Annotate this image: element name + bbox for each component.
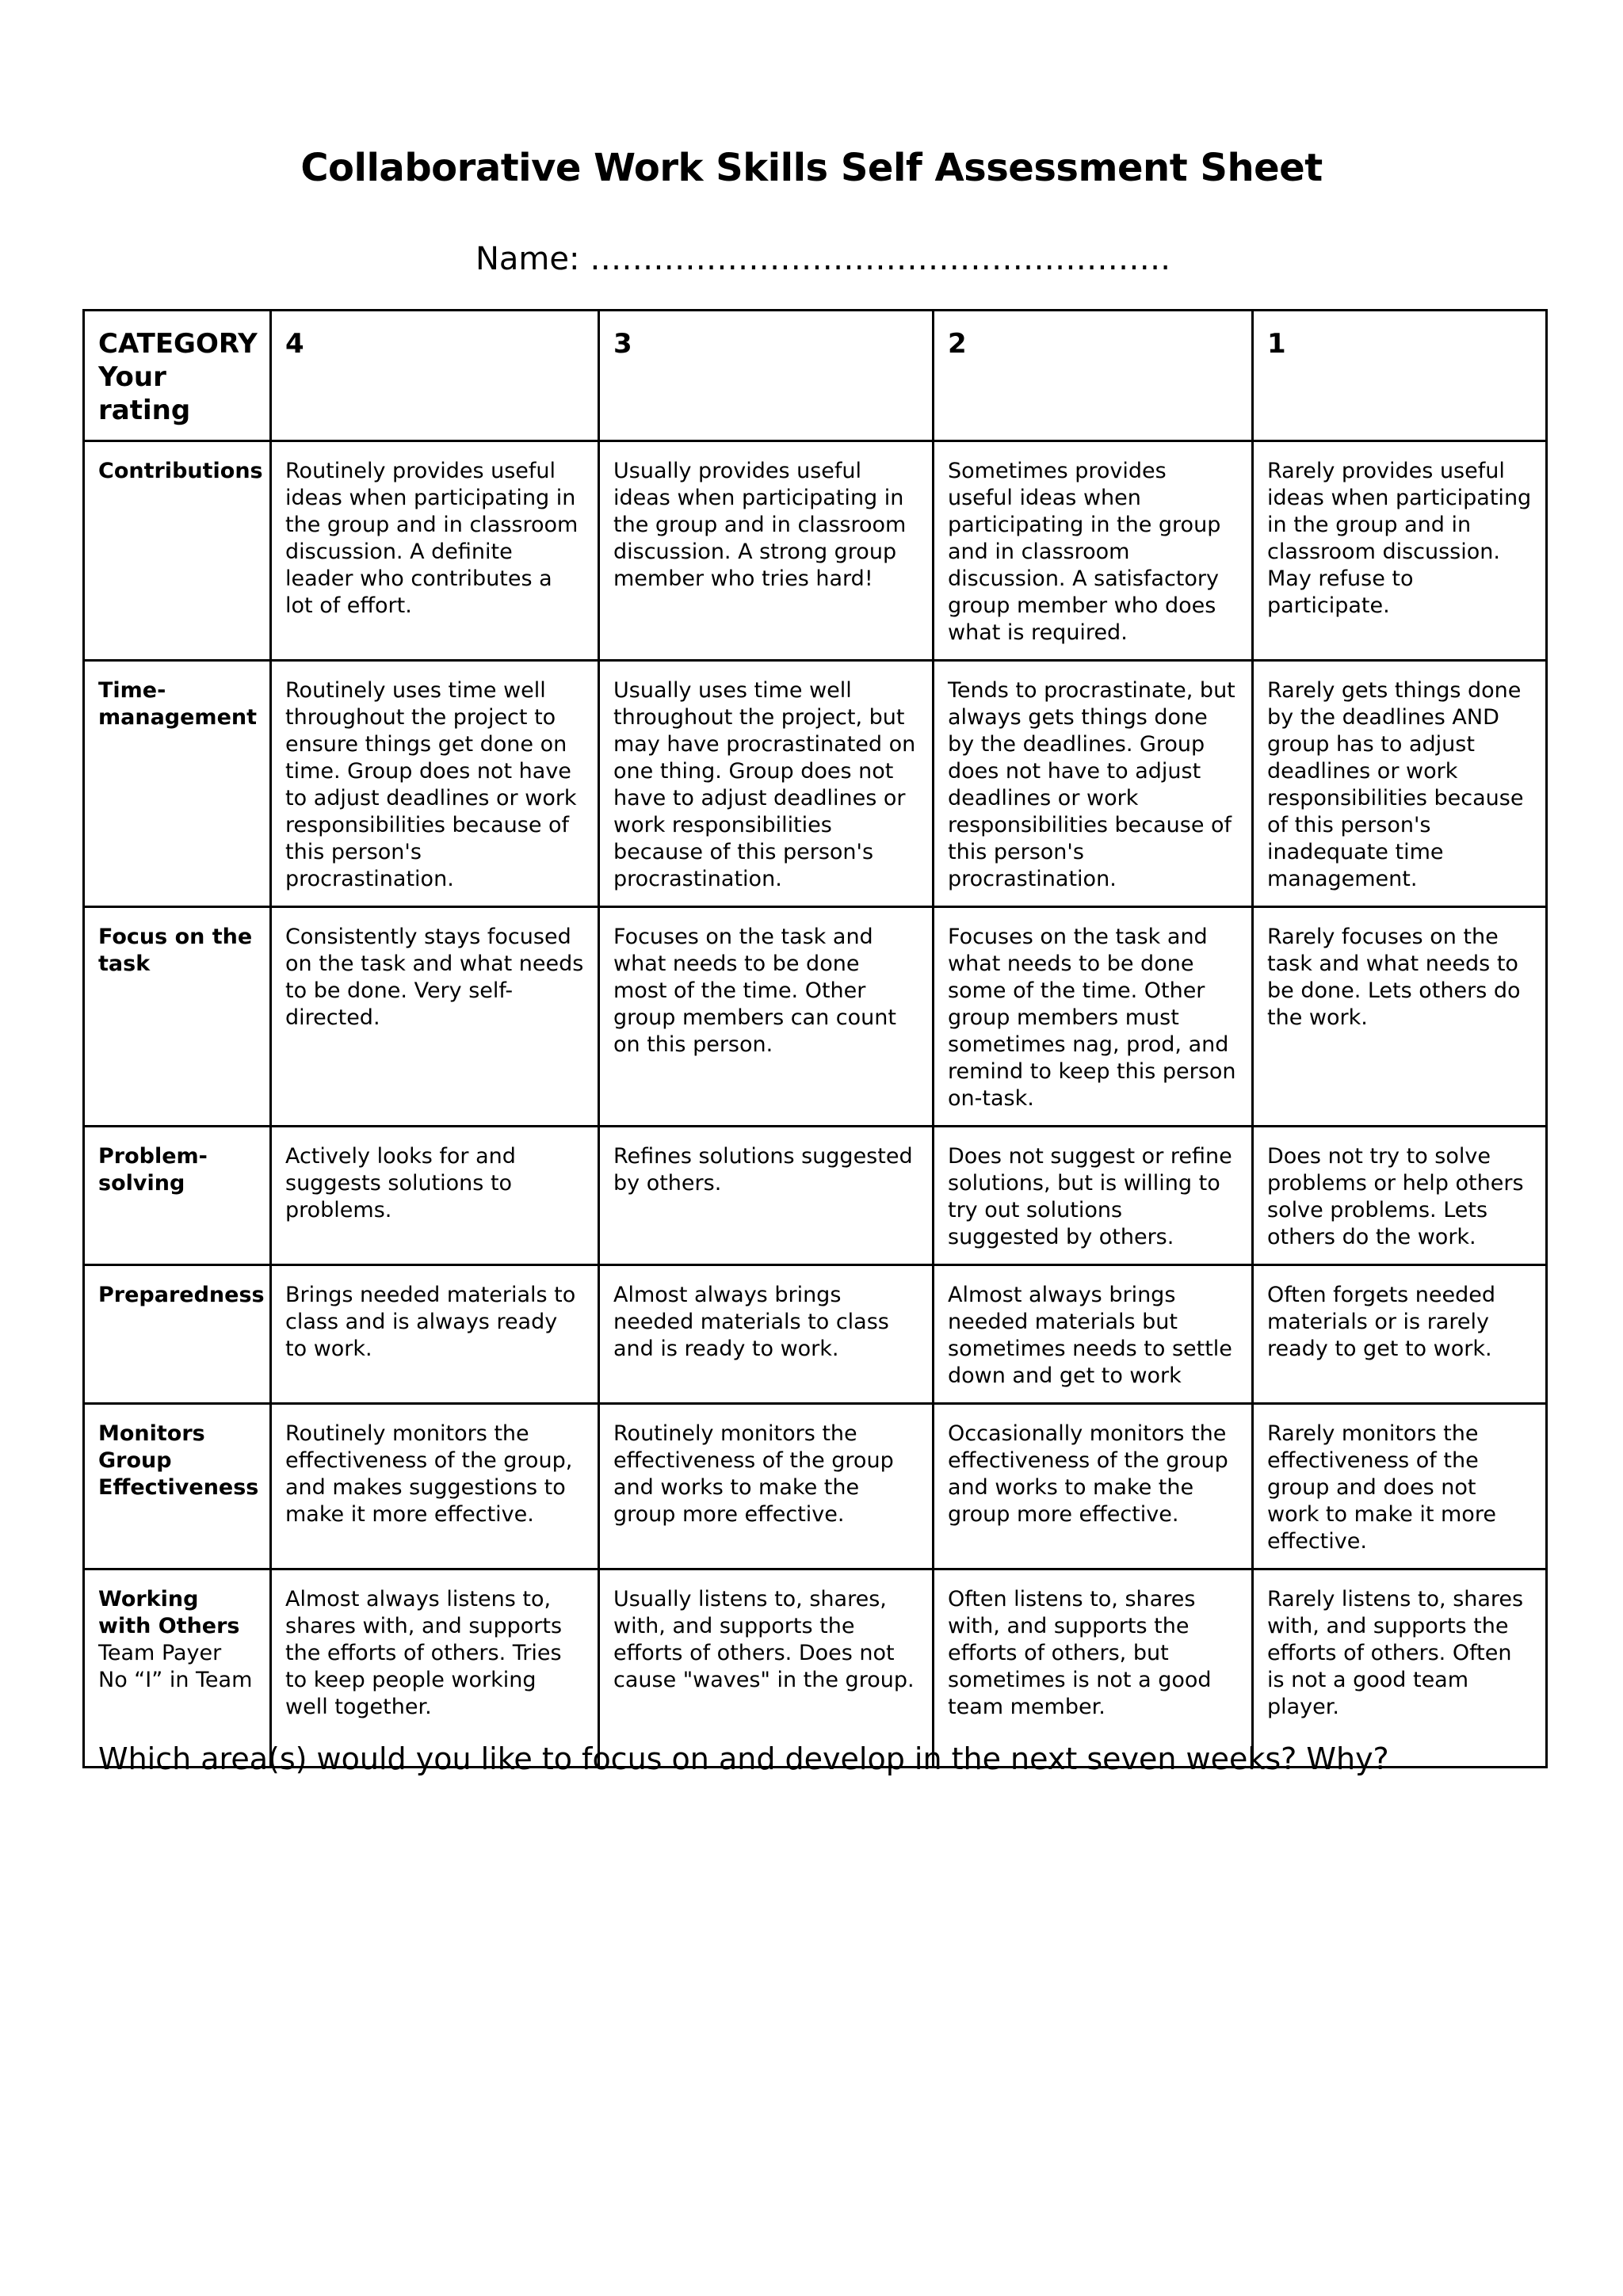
category-cell: Preparedness: [84, 1265, 271, 1404]
rating-1-cell: Rarely listens to, shares with, and supports the efforts of others. Often is not a good team player.: [1253, 1569, 1547, 1768]
rating-2-cell: Does not suggest or refine solutions, but is willing to try out solutions suggested by others.: [934, 1127, 1253, 1265]
table-header-row: [84, 311, 1547, 441]
rating-3-cell: Usually listens to, shares, with, and supports the efforts of others. Does not cause "waves" in the group.: [599, 1569, 934, 1768]
header-rating-4: 4: [271, 311, 599, 441]
header-rating-3: 3: [599, 311, 934, 441]
page-title: Collaborative Work Skills Self Assessment Sheet: [300, 146, 1323, 190]
rating-4-cell: Routinely provides useful ideas when participating in the group and in classroom discussion. A definite leader who contributes a lot of effort.: [271, 441, 599, 661]
rating-1-cell: Does not try to solve problems or help others solve problems. Lets others do the work.: [1253, 1127, 1547, 1265]
category-note-team-payer: Team Payer: [98, 1641, 222, 1665]
rating-3-cell: Almost always brings needed materials to class and is ready to work.: [599, 1265, 934, 1404]
header-rating-1: 1: [1253, 311, 1547, 441]
category-note-no-i-in-team: No “I” in Team: [98, 1668, 253, 1692]
category-cell: Monitors Group Effectiveness: [84, 1404, 271, 1569]
table-row-monitors-group-effectiveness: [84, 1404, 1547, 1569]
header-category: [84, 311, 271, 441]
category-cell: Problem-solving: [84, 1127, 271, 1265]
rating-3-cell: Refines solutions suggested by others.: [599, 1127, 934, 1265]
rating-4-cell: Consistently stays focused on the task and what needs to be done. Very self-directed.: [271, 907, 599, 1127]
rating-4-cell: Routinely uses time well throughout the project to ensure things get done on time. Group does not have to adjust deadlines or work responsibilities because of this person's procrastination.: [271, 661, 599, 907]
rating-3-cell: Usually provides useful ideas when participating in the group and in classroom discussion. A strong group member who tries hard!: [599, 441, 934, 661]
header-rating-2: 2: [934, 311, 1253, 441]
rating-2-cell: Sometimes provides useful ideas when participating in the group and in classroom discussion. A satisfactory group member who does what is required.: [934, 441, 1253, 661]
rating-1-cell: Rarely provides useful ideas when participating in the group and in classroom discussion. May refuse to participate.: [1253, 441, 1547, 661]
rating-3-cell: Routinely monitors the effectiveness of the group and works to make the group more effective.: [599, 1404, 934, 1569]
rating-2-cell: Tends to procrastinate, but always gets things done by the deadlines. Group does not have to adjust deadlines or work responsibilities because of this person's procrastination.: [934, 661, 1253, 907]
rating-1-cell: Rarely monitors the effectiveness of the group and does not work to make it more effective.: [1253, 1404, 1547, 1569]
reflection-question: Which area(s) would you like to focus on and develop in the next seven weeks? Why?: [98, 1741, 1389, 1776]
rating-1-cell: Rarely gets things done by the deadlines AND group has to adjust deadlines or work responsibilities because of this person's inadequate time management.: [1253, 661, 1547, 907]
rating-2-cell: Often listens to, shares with, and supports the efforts of others, but sometimes is not a good team member.: [934, 1569, 1253, 1768]
rating-1-cell: Often forgets needed materials or is rarely ready to get to work.: [1253, 1265, 1547, 1404]
rating-4-cell: Actively looks for and suggests solutions to problems.: [271, 1127, 599, 1265]
table-row-problem-solving: [84, 1127, 1547, 1265]
rating-3-cell: Focuses on the task and what needs to be done most of the time. Other group members can count on this person.: [599, 907, 934, 1127]
table-row-time-management: [84, 661, 1547, 907]
table-row-focus-on-task: [84, 907, 1547, 1127]
table-row-working-with-others: [84, 1569, 1547, 1768]
category-cell: Time-management: [84, 661, 271, 907]
table-row-contributions: [84, 441, 1547, 661]
header-your-rating-label: Your rating: [98, 361, 191, 426]
rating-1-cell: Rarely focuses on the task and what needs to be done. Lets others do the work.: [1253, 907, 1547, 1127]
rating-2-cell: Occasionally monitors the effectiveness of the group and works to make the group more effective.: [934, 1404, 1253, 1569]
category-cell: Focus on the task: [84, 907, 271, 1127]
name-field-line: Name: ……………………………………………….: [475, 241, 1170, 277]
category-cell: [84, 1569, 271, 1768]
rating-4-cell: Brings needed materials to class and is always ready to work.: [271, 1265, 599, 1404]
rating-3-cell: Usually uses time well throughout the project, but may have procrastinated on one thing. Group does not have to adjust deadlines or work responsibilities because of this person's procrastination.: [599, 661, 934, 907]
rating-4-cell: Routinely monitors the effectiveness of the group, and makes suggestions to make it more effective.: [271, 1404, 599, 1569]
assessment-rubric-table: [82, 309, 1548, 1768]
category-label: Working with Others: [98, 1587, 240, 1638]
rating-2-cell: Focuses on the task and what needs to be done some of the time. Other group members must sometimes nag, prod, and remind to keep this person on-task.: [934, 907, 1253, 1127]
rating-4-cell: Almost always listens to, shares with, and supports the efforts of others. Tries to keep people working well together.: [271, 1569, 599, 1768]
rating-2-cell: Almost always brings needed materials but sometimes needs to settle down and get to work: [934, 1265, 1253, 1404]
table-row-preparedness: [84, 1265, 1547, 1404]
category-cell: Contributions: [84, 441, 271, 661]
header-category-label: CATEGORY: [98, 328, 258, 360]
